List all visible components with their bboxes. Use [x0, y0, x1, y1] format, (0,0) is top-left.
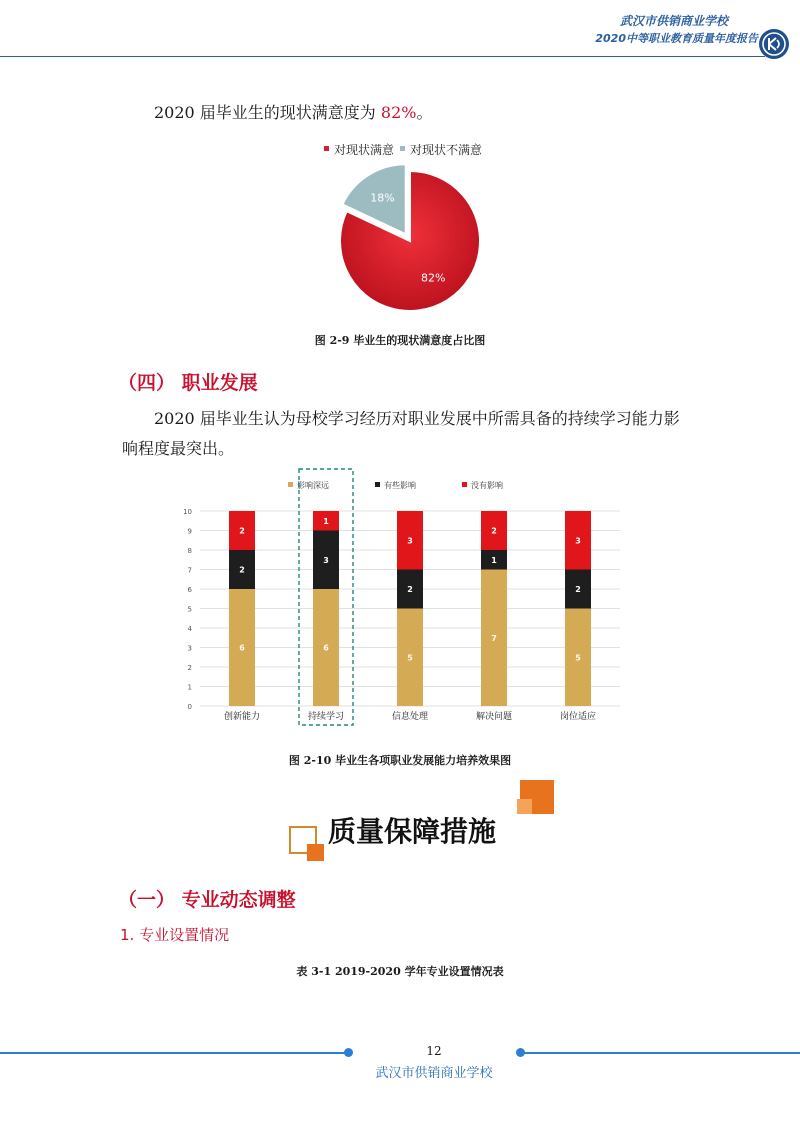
- light-orange-square-decoration: [517, 799, 532, 814]
- section-1-heading: （一） 专业动态调整: [118, 889, 296, 911]
- y-tick-label: 6: [187, 586, 192, 594]
- y-tick-label: 1: [187, 683, 192, 692]
- bar-data-label: 6: [239, 643, 245, 653]
- x-tick-label: 创新能力: [223, 712, 261, 722]
- bar-data-label: 2: [239, 526, 245, 536]
- satisfaction-text-end: 。: [416, 103, 433, 122]
- y-tick-label: 9: [187, 527, 192, 536]
- satisfaction-pie-chart: [300, 138, 520, 313]
- pie-legend-label: 对现状满意: [334, 143, 395, 157]
- figure-2-9-caption: 图 2-9 毕业生的现状满意度占比图: [314, 334, 486, 347]
- section-4-paragraph-line-1: 2020 届毕业生认为母校学习经历对职业发展中所需具备的持续学习能力影: [154, 409, 680, 428]
- y-tick-label: 0: [187, 703, 192, 711]
- x-tick-label: 解决问题: [475, 712, 513, 722]
- satisfaction-percent: 82%: [380, 103, 417, 122]
- bar-data-label: 1: [323, 516, 329, 526]
- bar-legend-label: 没有影响: [471, 481, 503, 490]
- x-tick-label: 岗位适应: [559, 712, 597, 722]
- footer-school-name: 武汉市供销商业学校: [375, 1066, 493, 1081]
- y-tick-label: 2: [187, 664, 192, 672]
- bar-data-label: 5: [575, 653, 581, 663]
- section-4-paragraph-line-2: 响程度最突出。: [122, 439, 235, 458]
- bar-data-label: 3: [407, 536, 413, 546]
- chapter-title: 质量保障措施: [328, 815, 497, 848]
- header-report-title: 2020中等职业教育质量年度报告: [595, 32, 758, 45]
- pie-legend-swatch: [324, 146, 329, 151]
- x-tick-label: 信息处理: [391, 712, 429, 722]
- pie-data-label: 18%: [370, 191, 395, 205]
- bar-data-label: 7: [491, 633, 497, 643]
- career-ability-bar-chart: [170, 468, 640, 728]
- y-tick-label: 10: [183, 508, 192, 516]
- bar-data-label: 3: [575, 536, 581, 546]
- table-3-1-caption: 表 3-1 2019-2020 学年专业设置情况表: [296, 965, 504, 978]
- pie-legend-label: 对现状不满意: [410, 143, 483, 157]
- bar-legend-label: 有些影响: [384, 481, 416, 490]
- bar-legend-swatch: [462, 482, 467, 487]
- satisfaction-paragraph: [154, 98, 432, 128]
- y-tick-label: 3: [187, 644, 192, 653]
- bar-legend-swatch: [288, 482, 293, 487]
- bar-data-label: 2: [491, 526, 497, 536]
- bar-data-label: 2: [575, 585, 581, 594]
- bar-data-label: 5: [407, 653, 413, 663]
- header-rule: [0, 56, 765, 57]
- y-tick-label: 8: [187, 547, 192, 555]
- bar-data-label: 2: [407, 585, 413, 594]
- bar-legend-swatch: [375, 482, 380, 487]
- x-tick-label: 持续学习: [307, 712, 345, 722]
- y-tick-label: 7: [187, 566, 192, 575]
- figure-2-10-caption: 图 2-10 毕业生各项职业发展能力培养效果图: [288, 754, 512, 767]
- bar-data-label: 2: [239, 565, 245, 575]
- pie-data-label: 82%: [421, 271, 446, 285]
- y-tick-label: 4: [187, 625, 192, 633]
- small-orange-square-decoration: [307, 844, 324, 861]
- subsection-heading: 1. 专业设置情况: [120, 926, 230, 944]
- satisfaction-text: 2020 届毕业生的现状满意度为: [154, 103, 381, 122]
- bar-data-label: 6: [323, 643, 329, 653]
- bar-legend-label: 影响深远: [297, 481, 329, 490]
- bar-data-label: 3: [323, 555, 329, 565]
- header-school-name: 武汉市供销商业学校: [619, 14, 728, 28]
- page-number: 12: [426, 1044, 442, 1058]
- school-logo-icon: [758, 28, 790, 60]
- section-4-heading: （四） 职业发展: [118, 372, 258, 394]
- bar-data-label: 1: [491, 555, 497, 565]
- pie-legend-swatch: [400, 146, 405, 151]
- y-tick-label: 5: [187, 605, 192, 614]
